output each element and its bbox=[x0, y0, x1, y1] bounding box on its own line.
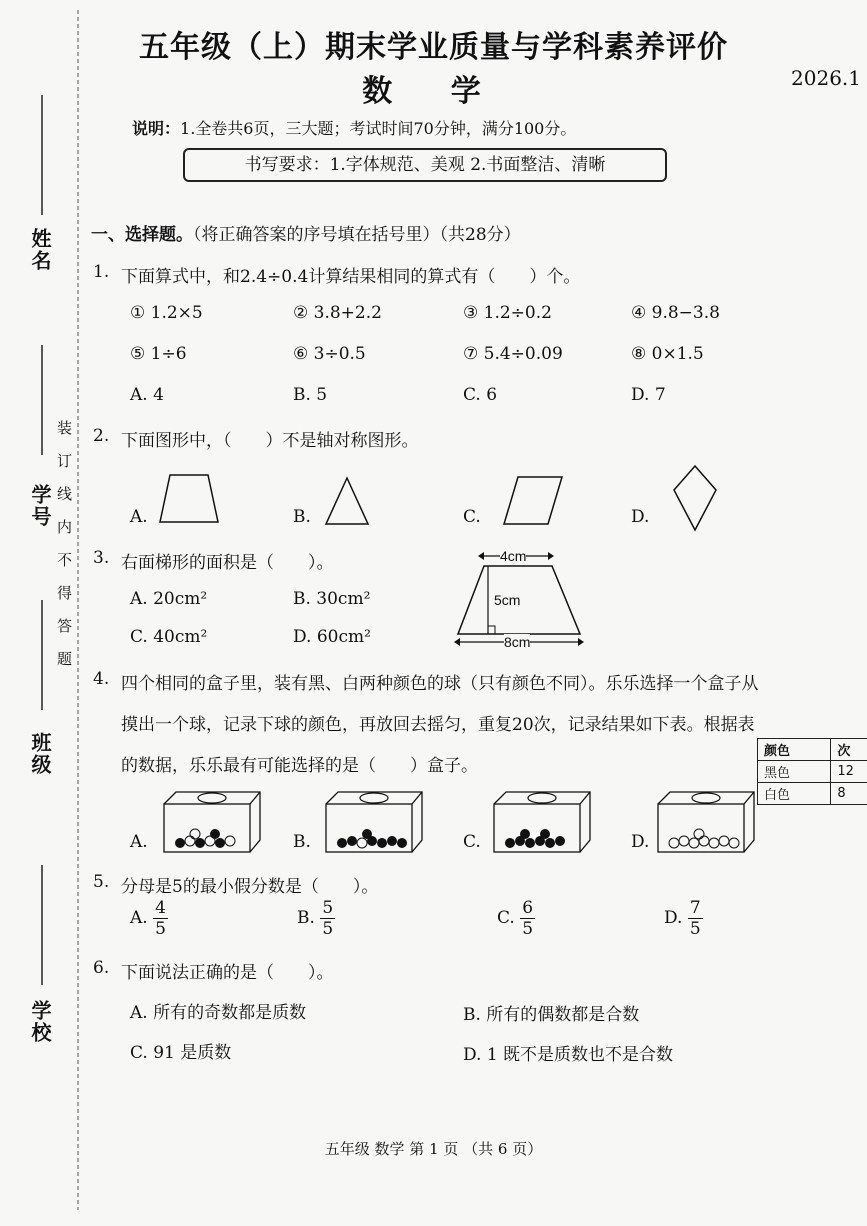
q5-choice-c bbox=[497, 898, 535, 939]
parallelogram-shape bbox=[500, 472, 566, 528]
fraction bbox=[320, 898, 335, 939]
q4-choice-c: C. bbox=[463, 832, 481, 852]
height-label: 5cm bbox=[494, 592, 521, 608]
draw-results-table bbox=[757, 738, 867, 805]
binding-margin bbox=[0, 0, 80, 1226]
denominator: 5 bbox=[322, 919, 334, 939]
fraction bbox=[520, 898, 535, 939]
page-footer: 五年级 数学 第 1 页 （共 6 页） bbox=[324, 1140, 543, 1158]
q5-text: 分母是5的最小假分数是（ ）。 bbox=[121, 877, 379, 897]
section-instruction: （将正确答案的序号填在括号里）（共28分） bbox=[193, 225, 521, 245]
q1-item: ⑤ 1÷6 bbox=[130, 344, 187, 364]
exam-note bbox=[132, 116, 576, 139]
q2-choice-c: C. bbox=[463, 507, 481, 527]
note-label: 说明： bbox=[132, 119, 181, 138]
note-text: 1.全卷共6页，三大题；考试时间70分钟，满分100分。 bbox=[180, 119, 577, 138]
writing-requirement-box: 书写要求：1.字体规范、美观 2.书面整洁、清晰 bbox=[183, 148, 667, 182]
q3-number: 3. bbox=[93, 548, 110, 568]
section-heading bbox=[91, 220, 521, 245]
q1-choice-a: A. 4 bbox=[130, 385, 164, 405]
choice-label: D. bbox=[664, 908, 683, 928]
q2-number: 2. bbox=[93, 426, 110, 446]
q4-number: 4. bbox=[93, 669, 110, 689]
name-label: 姓名 bbox=[28, 228, 52, 272]
q6-number: 6. bbox=[93, 958, 110, 978]
q1-item: ⑦ 5.4÷0.09 bbox=[463, 344, 563, 364]
class-label: 班级 bbox=[28, 732, 52, 776]
q6-choice-c: C. 91 是质数 bbox=[130, 1043, 232, 1063]
q1-choice-c: C. 6 bbox=[463, 385, 498, 405]
choice-label: B. bbox=[297, 908, 315, 928]
choice-label: A. bbox=[130, 908, 148, 928]
ball-box-d bbox=[654, 788, 758, 856]
table-header-cell: 颜色 bbox=[758, 739, 831, 761]
top-base-label: 4cm bbox=[500, 548, 527, 564]
exam-title: 五年级（上）期末学业质量与学科素养评价 bbox=[139, 30, 728, 65]
q3-choice-a: A. 20cm² bbox=[130, 589, 208, 609]
seal-line-text: 装订线内不得答题 bbox=[55, 420, 73, 684]
ball-box-c bbox=[490, 788, 594, 856]
q2-text: 下面图形中，（ ）不是轴对称图形。 bbox=[121, 431, 419, 451]
q2-choice-a: A. bbox=[130, 507, 148, 527]
q1-number: 1. bbox=[93, 262, 110, 282]
table-header-cell: 次 bbox=[831, 739, 867, 761]
numerator: 4 bbox=[155, 898, 166, 918]
q1-choice-b: B. 5 bbox=[293, 385, 328, 405]
q6-choice-b: B. 所有的偶数都是合数 bbox=[463, 1005, 640, 1025]
q2-choice-d: D. bbox=[631, 507, 650, 527]
exam-date: 2026.1 bbox=[791, 66, 861, 90]
denominator: 5 bbox=[522, 919, 534, 939]
section-title: 一、选择题。 bbox=[91, 225, 193, 245]
table-cell: 12 bbox=[831, 761, 867, 783]
q4-line2: 摸出一个球，记录下球的颜色，再放回去摇匀，重复20次，记录结果如下表。根据表 bbox=[121, 715, 755, 735]
q1-item: ③ 1.2÷0.2 bbox=[463, 303, 552, 323]
bottom-base-label: 8cm bbox=[504, 634, 531, 650]
q1-item: ④ 9.8−3.8 bbox=[631, 303, 720, 323]
subject-title: 数 学 bbox=[362, 74, 505, 109]
q6-text: 下面说法正确的是（ ）。 bbox=[121, 963, 334, 983]
school-label: 学校 bbox=[28, 1000, 52, 1044]
numerator: 5 bbox=[322, 898, 334, 918]
triangle-shape bbox=[322, 472, 372, 528]
denominator: 5 bbox=[689, 919, 701, 939]
numerator: 6 bbox=[522, 898, 534, 918]
ball-box-a bbox=[160, 788, 264, 856]
table-cell: 8 bbox=[831, 783, 867, 805]
trapezoid-shape bbox=[156, 470, 222, 526]
q1-item: ⑧ 0×1.5 bbox=[631, 344, 704, 364]
q5-choice-b bbox=[297, 898, 335, 939]
q3-choice-b: B. 30cm² bbox=[293, 589, 371, 609]
table-cell: 白色 bbox=[758, 783, 831, 805]
ball-box-b bbox=[322, 788, 426, 856]
student-id-label: 学号 bbox=[28, 484, 52, 528]
q3-choice-c: C. 40cm² bbox=[130, 627, 208, 647]
q4-line1: 四个相同的盒子里，装有黑、白两种颜色的球（只有颜色不同）。乐乐选择一个盒子从 bbox=[121, 674, 759, 694]
q1-item: ⑥ 3÷0.5 bbox=[293, 344, 366, 364]
q4-choice-a: A. bbox=[130, 832, 148, 852]
fraction bbox=[688, 898, 703, 939]
q1-text: 下面算式中，和2.4÷0.4计算结果相同的算式有（ ）个。 bbox=[121, 267, 581, 287]
fraction bbox=[153, 898, 168, 939]
q4-line3: 的数据，乐乐最有可能选择的是（ ）盒子。 bbox=[121, 756, 478, 776]
q3-text: 右面梯形的面积是（ ）。 bbox=[121, 553, 334, 573]
q6-choice-d: D. 1 既不是质数也不是合数 bbox=[463, 1045, 674, 1065]
trapezoid-figure bbox=[452, 546, 592, 656]
q6-choice-a: A. 所有的奇数都是质数 bbox=[130, 1003, 307, 1023]
q5-choice-d bbox=[664, 898, 703, 939]
q3-choice-d: D. 60cm² bbox=[293, 627, 371, 647]
q1-item: ① 1.2×5 bbox=[130, 303, 203, 323]
choice-label: C. bbox=[497, 908, 515, 928]
q5-number: 5. bbox=[93, 872, 110, 892]
q5-choice-a bbox=[130, 898, 168, 939]
table-cell: 黑色 bbox=[758, 761, 831, 783]
q4-choice-d: D. bbox=[631, 832, 650, 852]
kite-shape bbox=[670, 462, 720, 534]
q1-choice-d: D. 7 bbox=[631, 385, 666, 405]
q1-item: ② 3.8+2.2 bbox=[293, 303, 382, 323]
denominator: 5 bbox=[155, 919, 166, 939]
numerator: 7 bbox=[689, 898, 701, 918]
q2-choice-b: B. bbox=[293, 507, 311, 527]
q4-choice-b: B. bbox=[293, 832, 311, 852]
